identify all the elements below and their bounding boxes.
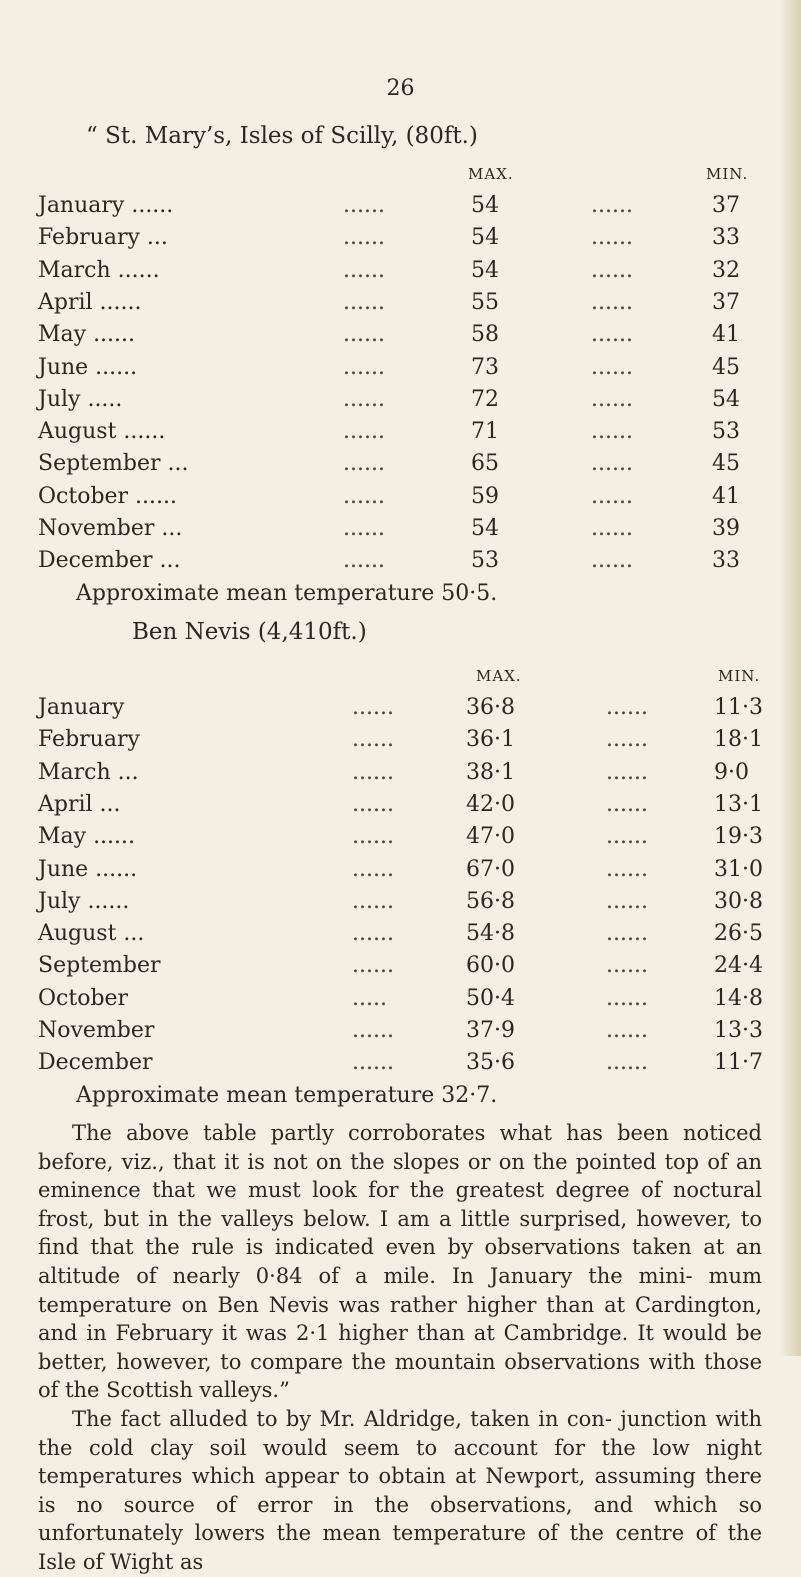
max-value: 60·0 bbox=[466, 953, 515, 979]
min-value: 19·3 bbox=[714, 824, 763, 850]
leader-dots: ...... bbox=[591, 386, 633, 412]
leader-dots: ...... bbox=[343, 548, 385, 574]
leader-dots: ...... bbox=[343, 516, 385, 541]
max-value: 54·8 bbox=[466, 921, 515, 947]
min-value: 11·3 bbox=[714, 695, 763, 720]
ben-nevis-min-header: MIN. bbox=[718, 667, 761, 685]
leader-dots: ...... bbox=[591, 483, 633, 509]
leader-dots: ...... bbox=[352, 824, 394, 850]
min-value: 24·4 bbox=[714, 953, 763, 979]
table-row bbox=[0, 387, 801, 419]
leader-dots: ..... bbox=[352, 985, 387, 1011]
table-row bbox=[0, 258, 801, 290]
month-label: April ...... bbox=[38, 289, 142, 315]
leader-dots: ...... bbox=[606, 1050, 648, 1076]
month-label: January ...... bbox=[38, 193, 174, 218]
leader-dots: ...... bbox=[606, 791, 648, 817]
max-value: 36·1 bbox=[466, 727, 515, 753]
min-value: 41 bbox=[712, 322, 740, 348]
leader-dots: ...... bbox=[343, 419, 385, 445]
month-label: May ...... bbox=[38, 322, 136, 348]
max-value: 54 bbox=[471, 257, 499, 283]
min-value: 9·0 bbox=[714, 759, 749, 785]
max-value: 71 bbox=[471, 419, 499, 445]
leader-dots: ...... bbox=[591, 225, 633, 251]
leader-dots: ...... bbox=[591, 548, 633, 574]
max-value: 72 bbox=[471, 386, 499, 412]
paragraph-1: The above table partly corroborates what has been noticed before, viz., that it is not on the slopes or on the pointed top of an eminence that we must look for the greatest degree of noctural frost, but in the valleys below. I am a little surprised, however, to find that the rule is indicated even by observations taken at an altitude of nearly 0·84 of a mile. In January the mini- mum temperature on Ben Nevis was rather higher than at Cardington, and in February it was 2·1 higher than at Cambridge. It would be better, however, to compare the mountain observations with those of the Scottish valleys.” bbox=[38, 1121, 762, 1403]
scilly-max-header: MAX. bbox=[468, 165, 514, 183]
min-value: 32 bbox=[712, 257, 740, 283]
ben-nevis-max-header: MAX. bbox=[476, 667, 522, 685]
leader-dots: ...... bbox=[606, 985, 648, 1011]
min-value: 30·8 bbox=[714, 888, 763, 914]
month-label: June ...... bbox=[38, 856, 138, 882]
leader-dots: ...... bbox=[606, 888, 648, 914]
month-label: August ... bbox=[38, 921, 145, 947]
month-label: September ... bbox=[38, 451, 189, 477]
max-value: 73 bbox=[471, 354, 499, 380]
month-label: December bbox=[38, 1050, 153, 1076]
ben-nevis-table-title: Ben Nevis (4,410ft.) bbox=[132, 619, 367, 645]
table-row bbox=[0, 889, 801, 921]
leader-dots: ...... bbox=[352, 856, 394, 882]
table-row bbox=[0, 792, 801, 824]
table-row bbox=[0, 1018, 801, 1050]
min-value: 13·1 bbox=[714, 791, 763, 817]
min-value: 45 bbox=[712, 451, 740, 477]
leader-dots: ...... bbox=[352, 791, 394, 817]
max-value: 42·0 bbox=[466, 791, 515, 817]
leader-dots: ...... bbox=[591, 451, 633, 477]
table-row bbox=[0, 727, 801, 759]
min-value: 13·3 bbox=[714, 1018, 763, 1043]
max-value: 37·9 bbox=[466, 1018, 515, 1043]
leader-dots: ...... bbox=[343, 386, 385, 412]
month-label: May ...... bbox=[38, 824, 136, 850]
min-value: 14·8 bbox=[714, 985, 763, 1011]
leader-dots: ...... bbox=[352, 921, 394, 947]
leader-dots: ...... bbox=[352, 1050, 394, 1076]
scilly-table-title: “ St. Mary’s, Isles of Scilly, (80ft.) bbox=[86, 123, 478, 149]
table-row bbox=[0, 451, 801, 483]
leader-dots: ...... bbox=[606, 921, 648, 947]
table-row bbox=[0, 760, 801, 792]
leader-dots: ...... bbox=[591, 419, 633, 445]
table-row bbox=[0, 225, 801, 257]
max-value: 56·8 bbox=[466, 888, 515, 914]
table-row bbox=[0, 953, 801, 985]
leader-dots: ...... bbox=[606, 856, 648, 882]
table-row bbox=[0, 419, 801, 451]
leader-dots: ...... bbox=[591, 257, 633, 283]
leader-dots: ...... bbox=[591, 354, 633, 380]
min-value: 41 bbox=[712, 483, 740, 509]
scilly-min-header: MIN. bbox=[706, 165, 749, 183]
leader-dots: ...... bbox=[606, 824, 648, 850]
leader-dots: ...... bbox=[352, 888, 394, 914]
month-label: January bbox=[38, 695, 125, 720]
min-value: 31·0 bbox=[714, 856, 763, 882]
max-value: 47·0 bbox=[466, 824, 515, 850]
month-label: September bbox=[38, 953, 161, 979]
leader-dots: ...... bbox=[343, 225, 385, 251]
max-value: 55 bbox=[471, 289, 499, 315]
min-value: 18·1 bbox=[714, 727, 763, 753]
leader-dots: ...... bbox=[352, 727, 394, 753]
month-label: December ... bbox=[38, 548, 181, 574]
table-row bbox=[0, 986, 801, 1018]
max-value: 35·6 bbox=[466, 1050, 515, 1076]
min-value: 39 bbox=[712, 516, 740, 541]
leader-dots: ...... bbox=[343, 451, 385, 477]
leader-dots: ...... bbox=[352, 1018, 394, 1043]
table-row bbox=[0, 1050, 801, 1082]
leader-dots: ...... bbox=[343, 483, 385, 509]
max-value: 58 bbox=[471, 322, 499, 348]
min-value: 11·7 bbox=[714, 1050, 763, 1076]
leader-dots: ...... bbox=[606, 953, 648, 979]
max-value: 50·4 bbox=[466, 985, 515, 1011]
leader-dots: ...... bbox=[591, 516, 633, 541]
leader-dots: ...... bbox=[591, 322, 633, 348]
table-row bbox=[0, 290, 801, 322]
table-row bbox=[0, 484, 801, 516]
month-label: November bbox=[38, 1018, 155, 1043]
leader-dots: ...... bbox=[352, 695, 394, 720]
min-value: 37 bbox=[712, 193, 740, 218]
max-value: 59 bbox=[471, 483, 499, 509]
min-value: 54 bbox=[712, 386, 740, 412]
max-value: 36·8 bbox=[466, 695, 515, 720]
table-row bbox=[0, 921, 801, 953]
table-row bbox=[0, 193, 801, 225]
max-value: 54 bbox=[471, 516, 499, 541]
month-label: April ... bbox=[38, 791, 121, 817]
leader-dots: ...... bbox=[343, 257, 385, 283]
leader-dots: ...... bbox=[343, 193, 385, 218]
max-value: 54 bbox=[471, 225, 499, 251]
month-label: June ...... bbox=[38, 354, 138, 380]
leader-dots: ...... bbox=[606, 759, 648, 785]
page-number: 26 bbox=[386, 76, 415, 101]
table-row bbox=[0, 857, 801, 889]
leader-dots: ...... bbox=[352, 759, 394, 785]
month-label: March ...... bbox=[38, 257, 160, 283]
leader-dots: ...... bbox=[343, 322, 385, 348]
leader-dots: ...... bbox=[591, 193, 633, 218]
paragraph-2: The fact alluded to by Mr. Aldridge, taken in con- junction with the cold clay soil would seem to account for the low night temperatures which appear to obtain at Newport, assuming there is no source of error in the observations, and which so unfortunately lowers the mean temperature of the centre of the Isle of Wight as bbox=[38, 1407, 762, 1574]
month-label: November ... bbox=[38, 516, 183, 541]
table-row bbox=[0, 695, 801, 727]
max-value: 54 bbox=[471, 193, 499, 218]
leader-dots: ...... bbox=[591, 289, 633, 315]
leader-dots: ...... bbox=[606, 695, 648, 720]
month-label: October bbox=[38, 985, 129, 1011]
month-label: March ... bbox=[38, 759, 139, 785]
table-row bbox=[0, 516, 801, 548]
month-label: February bbox=[38, 727, 140, 753]
max-value: 65 bbox=[471, 451, 499, 477]
leader-dots: ...... bbox=[606, 1018, 648, 1043]
table-row bbox=[0, 322, 801, 354]
table-row bbox=[0, 548, 801, 580]
max-value: 38·1 bbox=[466, 759, 515, 785]
max-value: 67·0 bbox=[466, 856, 515, 882]
min-value: 33 bbox=[712, 225, 740, 251]
table-row bbox=[0, 824, 801, 856]
max-value: 53 bbox=[471, 548, 499, 574]
month-label: July ...... bbox=[38, 888, 130, 914]
min-value: 53 bbox=[712, 419, 740, 445]
min-value: 26·5 bbox=[714, 921, 763, 947]
leader-dots: ...... bbox=[343, 289, 385, 315]
min-value: 45 bbox=[712, 354, 740, 380]
leader-dots: ...... bbox=[343, 354, 385, 380]
leader-dots: ...... bbox=[606, 727, 648, 753]
table-row bbox=[0, 355, 801, 387]
min-value: 37 bbox=[712, 289, 740, 315]
leader-dots: ...... bbox=[352, 953, 394, 979]
min-value: 33 bbox=[712, 548, 740, 574]
month-label: February ... bbox=[38, 225, 168, 251]
month-label: July ..... bbox=[38, 386, 123, 412]
scilly-approx-mean: Approximate mean temperature 50·5. bbox=[76, 581, 498, 606]
month-label: August ...... bbox=[38, 419, 166, 445]
ben-nevis-approx-mean: Approximate mean temperature 32·7. bbox=[76, 1083, 498, 1108]
month-label: October ...... bbox=[38, 483, 178, 509]
